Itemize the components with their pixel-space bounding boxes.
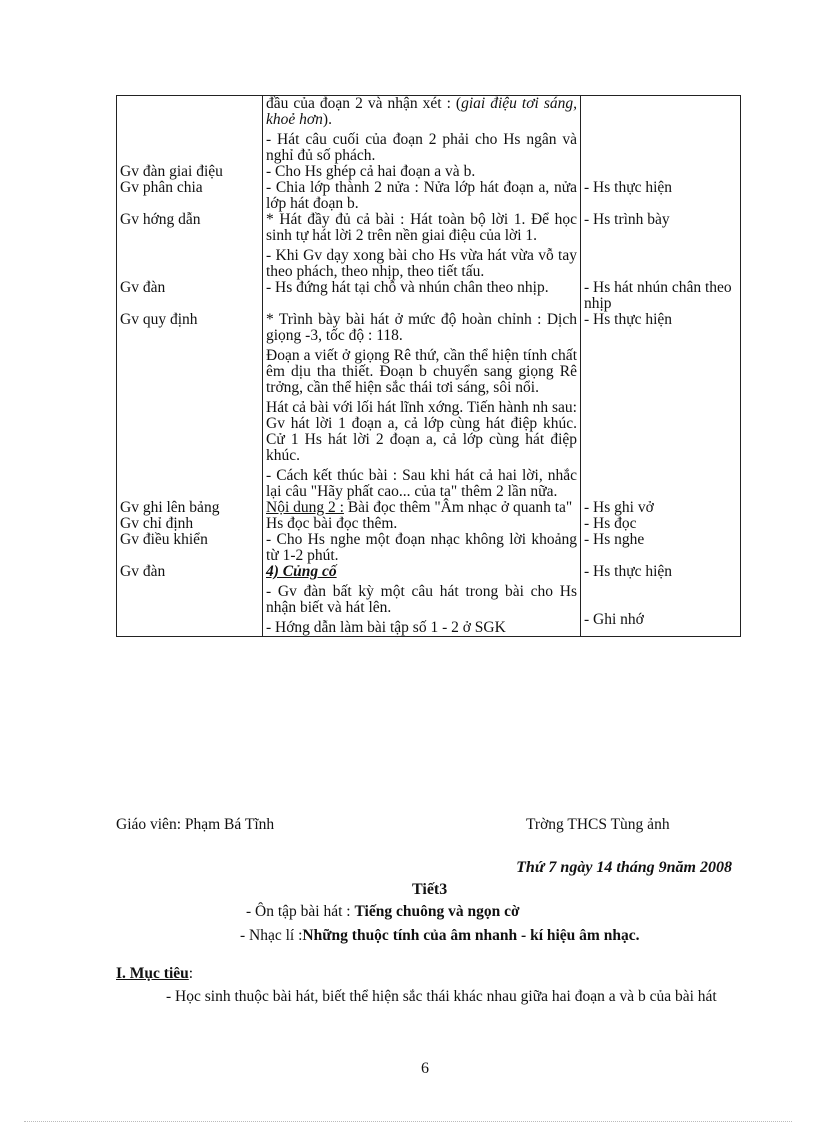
objective-text: - Học sinh thuộc bài hát, biết thể hiện sắc thái khác nhau giữa hai đoạn a và b của bài hát [166,988,717,1005]
table-row [117,180,741,212]
content-paragraph [266,312,577,344]
topic-music-theory [116,927,740,945]
text-run: - Hát câu cuối của đoạn 2 phải cho Hs ngân và nghỉ đủ số phách. [266,131,577,164]
teacher-activity-cell: Gv chỉ định [117,516,263,532]
text-run: - Cho Hs ghép cả hai đoạn a và b. [266,163,476,180]
topic-review-title: Tiếng chuông và ngọn cờ [354,903,520,920]
text-run: Bài đọc thêm "Âm nhạc ở quanh ta" [343,499,573,516]
student-activity-cell: - Hs thực hiện [581,312,741,500]
table-row [117,164,741,180]
content-paragraph [266,564,577,580]
text-run: Hs đọc bài đọc thêm. [266,515,398,532]
text-run: Nội dung 2 : [266,499,344,516]
student-activity-cell: - Hs trình bày [581,212,741,280]
lesson-table-body [117,96,741,637]
table-row [117,212,741,280]
student-activity-cell [581,96,741,165]
text-run: - Hs đứng hát tại chỗ và nhún chân theo nhịp. [266,279,549,296]
content-paragraph [266,248,577,280]
topic-theory-title: Những thuộc tính của âm nhanh - kí hiệu âm nhạc. [302,927,640,944]
text-run: - Khi Gv dạy xong bài cho Hs vừa hát vừa vỗ tay theo phách, theo nhịp, theo tiết tấu. [266,247,577,280]
table-row [117,312,741,500]
school-name: Trờng THCS Tùng ảnh [526,816,670,833]
content-paragraph [266,468,577,500]
content-paragraph [266,348,577,396]
section-colon: : [188,965,194,982]
text-run: đầu của đoạn 2 và nhận xét : ( [266,95,462,112]
table-row [117,564,741,637]
content-cell [263,312,581,500]
table-row [117,516,741,532]
text-run: - Cho Hs nghe một đoạn nhạc không lời khoảng từ 1-2 phút. [266,531,577,564]
content-paragraph [266,132,577,164]
table-row [117,500,741,516]
lesson-date: Thứ 7 ngày 14 tháng 9năm 2008 [516,859,732,876]
page-bottom-divider [24,1121,792,1122]
teacher-activity-cell: Gv phân chia [117,180,263,212]
teacher-activity-cell: Gv quy định [117,312,263,500]
content-cell [263,180,581,212]
content-paragraph [266,212,577,244]
topic-review-song [246,903,520,921]
content-paragraph [266,400,577,464]
teacher-activity-cell [117,96,263,165]
content-cell [263,500,581,516]
student-activity-cell: - Hs nghe [581,532,741,564]
teacher-activity-cell: Gv ghi lên bảng [117,500,263,516]
table-row [117,532,741,564]
content-paragraph [266,500,577,516]
student-activity-cell [581,164,741,180]
text-run: * Hát đầy đủ cả bài : Hát toàn bộ lời 1. Để học sinh tự hát lời 2 trên nền giai điệu của lời 1. [266,211,577,244]
teacher-name: Giáo viên: Phạm Bá Tĩnh [116,816,275,833]
teacher-activity-cell: Gv đàn giai điệu [117,164,263,180]
content-paragraph [266,516,577,532]
text-run: * Trình bày bài hát ở mức độ hoàn chỉnh : Dịch giọng -3, tốc độ : 118. [266,311,577,344]
text-run: - Chia lớp thành 2 nửa : Nửa lớp hát đoạn a, nửa lớp hát đoạn b. [266,179,577,212]
teacher-activity-cell: Gv hớng dẫn [117,212,263,280]
content-paragraph [266,180,577,212]
content-paragraph [266,280,577,296]
content-cell [263,516,581,532]
content-cell [263,212,581,280]
text-run: - Hớng dẫn làm bài tập số 1 - 2 ở SGK [266,619,506,636]
teacher-activity-cell: Gv điều khiển [117,532,263,564]
content-cell [263,564,581,637]
lesson-number: Tiết3 [412,881,448,898]
page-number: 6 [421,1060,429,1077]
content-cell [263,280,581,312]
content-paragraph [266,532,577,564]
teacher-activity-cell: Gv đàn [117,564,263,637]
student-activity-cell: - Hs hát nhún chân theo nhịp [581,280,741,312]
content-paragraph [266,164,577,180]
lesson-table [116,95,741,637]
content-cell [263,96,581,165]
section-title: I. Mục tiêu [116,965,189,982]
text-run: Hát cả bài với lối hát lĩnh xớng. Tiến hành nh sau: Gv hát lời 1 đoạn a, cả lớp cùng hát điệp khúc. Cử 1 Hs hát lời 2 đoạn a, cả lớp cùng hát điệp khúc. [266,399,577,464]
topic-theory-label: - Nhạc lí : [240,927,303,944]
text-run: - Cách kết thúc bài : Sau khi hát cả hai lời, nhắc lại câu "Hãy phất cao... của ta" thêm 2 lần nữa. [266,467,577,500]
student-activity-cell: - Hs ghi vở [581,500,741,516]
text-run: Đoạn a viết ở giọng Rê thứ, cần thể hiện tính chất êm dịu tha thiết. Đoạn b chuyển sang giọng Rê trởng, cần thể hiện sắc thái tơi sáng, sôi nổi. [266,347,577,396]
content-paragraph [266,96,577,128]
text-run: 4) Củng cố [266,563,337,580]
content-cell [263,164,581,180]
teacher-activity-cell: Gv đàn [117,280,263,312]
student-activity-cell: - Hs đọc [581,516,741,532]
table-row [117,280,741,312]
table-row [117,96,741,165]
content-paragraph [266,584,577,616]
student-activity-cell: - Hs thực hiện [581,180,741,212]
text-run: giai điệu tơi sáng, khoẻ hơn [266,95,577,128]
student-activity-cell: - Hs thực hiện - Ghi nhớ [581,564,741,637]
section-heading [116,965,193,983]
text-run: - Gv đàn bất kỳ một câu hát trong bài cho Hs nhận biết và hát lên. [266,583,577,616]
content-paragraph [266,620,577,636]
content-cell [263,532,581,564]
text-run: ). [322,111,332,128]
topic-review-label: - Ôn tập bài hát : [246,903,355,920]
